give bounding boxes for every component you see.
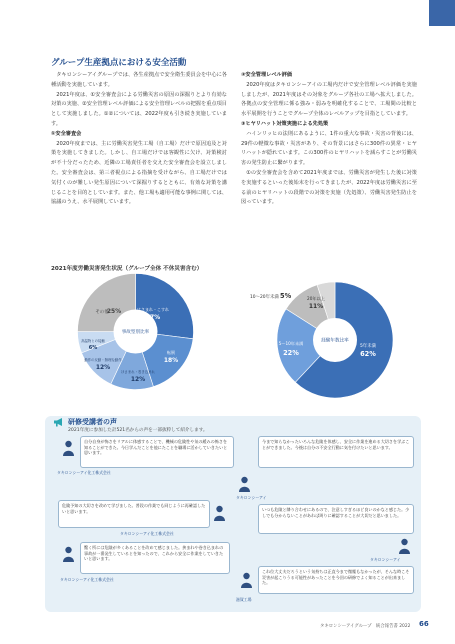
voice-name-6: 滋賀工場 — [236, 597, 252, 602]
pie-right-center-label: 経験年数比率 — [321, 338, 349, 344]
person-icon — [398, 538, 411, 554]
pie-chart-experience — [250, 275, 395, 405]
left-paragraph-1: タキロンシーアイグループでは、各生産拠点で安全衛生委員会を中心に各種活動を実施しています。 — [51, 72, 227, 88]
right-paragraph-2: ハインリッヒの法則にあるように、1件の重大な事故・災害の背後には、29件の軽微な事故・災害があり、その背景にはさらに300件の異常・ヒヤリハットが隠れています。この300件のヒヤリハットを減らすことが労働災害の発生防止に繋がります。 — [241, 130, 417, 167]
voice-text-5: 驚く所には危険が多くあることを改めて感じました。挟まれや巻き込まれの事故が一番発生しているとを知ったので、これから安全に作業をしていきたいと思います。 — [84, 545, 224, 562]
pie-left-value-6: 25% — [106, 308, 122, 315]
pie-right-value-1: 62% — [360, 350, 376, 358]
megaphone-icon — [53, 417, 65, 427]
corner-accent — [429, 0, 455, 26]
section-title: グループ生産拠点における安全活動 — [51, 58, 187, 68]
pie-left-value-1: 27% — [145, 314, 161, 321]
person-icon — [62, 440, 75, 456]
person-icon — [62, 546, 75, 562]
footer-company: タキロンシーアイグループ 統合報告書 2022 — [320, 624, 411, 629]
voice-bubble-6 — [258, 566, 414, 594]
right-paragraph-3: ①の安全審査会を含めて2021年度までは、労働災害が発生した後に対策を実施するといった後始末を行ってきましたが、2022年度は労働災害に至る前のヒヤリハットの段階での対策を実施（先処策）、労働災害発生防止を図っています。 — [241, 169, 417, 206]
person-icon — [213, 505, 226, 521]
voice-text-1: 自分自身が怖さをリアルに体感することで、機械の危険性や気の緩みの怖さを知ることができた。今日学んだことを他にたことを職場に活かしていきたいと思います。 — [84, 439, 228, 456]
person-icon — [240, 572, 253, 588]
pie-left-label-2: 転倒 — [167, 350, 175, 355]
voice-text-3: 危険予知の大切さを改めて学びました。普段の作業でも同じように再確認したいと思います。 — [62, 503, 206, 514]
pie-right-label-2: 5〜10年未満 — [278, 341, 304, 346]
pie-right-value-3: 11% — [308, 303, 324, 310]
voice-bubble-5 — [80, 542, 230, 574]
pie-left-label-6: その他 — [95, 310, 109, 315]
pie-right-label-3: 20年以上 — [307, 296, 325, 301]
voice-name-4: タキロンシーアイ — [370, 557, 401, 562]
pie-right-label-1: 5年未満 — [360, 344, 376, 349]
person-icon — [238, 476, 251, 492]
voice-name-2: タキロンシーアイ — [236, 495, 267, 500]
voice-bubble-2 — [258, 436, 414, 468]
pie-chart-accident-type — [73, 269, 198, 394]
pie-right-label-4: 10〜20年未満 — [250, 295, 279, 300]
pie-left-value-2: 18% — [163, 357, 179, 364]
voice-name-1: タキロンシーアイ化工株式会社 — [57, 470, 111, 475]
pie-left-value-4: 12% — [95, 364, 111, 371]
pie-left-label-4: 動作の反動・無理な動作 — [84, 358, 122, 362]
right-column — [241, 71, 417, 208]
voice-bubble-3 — [58, 500, 210, 528]
right-paragraph-1: 2020年度はタキロンシーアイの工場内だけで安全管理レベル評価を実施しましたが、2021年度はその対象をグループ各社の工場へ拡大しました。各拠点の安全管理に係る強み・弱みを明確化することで、工場間の比較と水平展開を行うことでグループ全体のレベルアップを目指としています。 — [241, 81, 417, 118]
pie-right-value-4: 5% — [280, 292, 292, 300]
left-paragraph-2: 2021年度は、①安全審査会による労働災害の原因の深掘りとより有効な対策の実施、②安全管理レベル評価による安全管理レベルの把握を重点項目として実施しました。①②については、2022年度も引き続き実施しています。 — [51, 91, 227, 127]
pie-left-label-3: ほさまれ・巻き込まれ — [121, 370, 155, 374]
pie-left-center-label: 事故型別比率 — [121, 330, 150, 335]
pie-left-value-5: 6% — [88, 345, 98, 351]
pie-right-value-2: 22% — [283, 349, 299, 357]
pie-left-label-1: はさまれ・こすれ — [137, 307, 169, 312]
voice-text-4: いつも危険と隣り合わせにあるので、注意しすぎるほど良いのかなと感じた。少しでも分からないことがあれば周りに確認することが大切だと思いました。 — [262, 507, 410, 518]
page-number: 66 — [419, 620, 429, 628]
chart-caption: 2021年度労働災害発生状況（グループ全体 不休災害含む） — [51, 266, 203, 272]
voice-bubble-1 — [80, 436, 234, 468]
left-column — [51, 71, 227, 208]
pie-left-label-5: 高温物との接触 — [81, 339, 105, 343]
voices-title: 研修受講者の声 — [68, 418, 117, 426]
subheading-safety-review: ①安全審査会 — [51, 130, 82, 137]
voices-subtitle: 2021年度に参加した計521名からの声を一部抜粋して紹介します。 — [68, 428, 208, 433]
voice-text-6: これ位大丈夫だろうという気持ちは正直今まで微塵もなかったが、そんな時こそ災害が起こりうる可能性があったことを今回の研修でよく知ることが出来ました。 — [262, 569, 410, 586]
voice-name-5: タキロンシーアイ化工株式会社 — [60, 577, 114, 582]
subheading-safety-level: ②安全管理レベル評価 — [241, 72, 293, 78]
subheading-near-miss: ③ヒヤリハット対策実施による先処策 — [241, 120, 329, 127]
voice-bubble-4 — [258, 504, 414, 534]
pie-left-value-3: 12% — [130, 376, 146, 383]
voice-text-2: 今まで知らなかったいろんな危険を体感し、安全に作業を進める大切さを学ぶことができました。今後は自分の不安全行動に気を付けたいと思います。 — [262, 439, 410, 450]
left-paragraph-3: 2020年度までは、主に労働災害発生工場（自工場）だけで原因追及と対策を実施してきました。しかし、自工場だけでは客観性に欠け、対策検討が不十分だったため、近隣の工場責任者を交えた安全審査会を設立しました。安全審査会は、第三者視点による指摘を受けながら、自工場だけでは気付くのが難しい発生原因について深掘りするとともに、有効な対策を講じることを目的としています。また、他工場も適用可能な事例に関しては、協議のうえ、水平展開しています。 — [51, 140, 227, 206]
voice-name-3: タキロンシーアイ化工株式会社 — [120, 531, 174, 536]
